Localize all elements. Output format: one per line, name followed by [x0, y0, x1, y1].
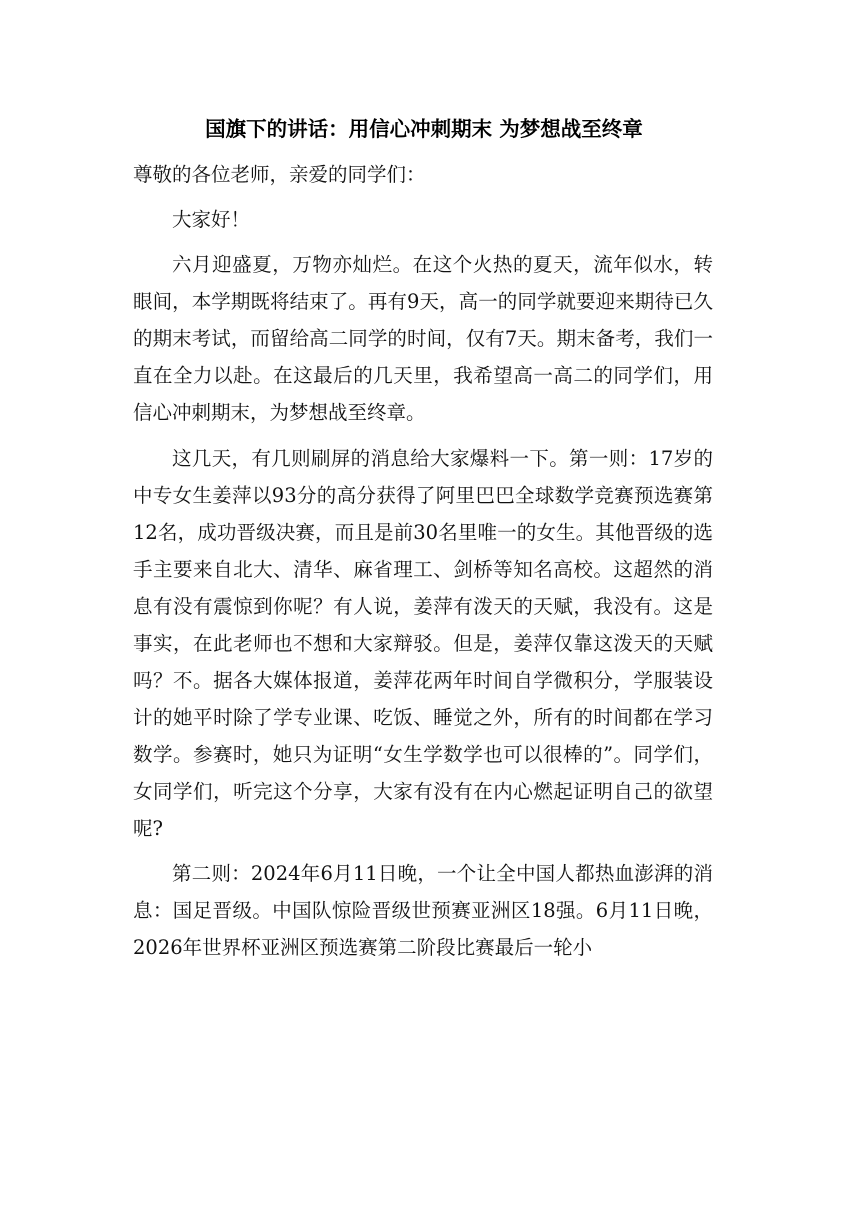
paragraph-intro: 六月迎盛夏，万物亦灿烂。在这个火热的夏天，流年似水，转眼间，本学期既将结束了。再有9天，高一的同学就要迎来期待已久的期末考试，而留给高二同学的时间，仅有7天。期末备考，我们一直在全力以赴。在这最后的几天里，我希望高一高二的同学们，用信心冲刺期末，为梦想战至终章。 [133, 253, 713, 425]
salutation: 尊敬的各位老师，亲爱的同学们： [133, 163, 426, 186]
paragraph-story-one: 这几天，有几则刷屏的消息给大家爆料一下。第一则：17岁的中专女生姜萍以93分的高分获得了阿里巴巴全球数学竞赛预选赛第12名，成功晋级决赛，而且是前30名里唯一的女生。其他晋级的选手主要来自北大、清华、麻省理工、剑桥等知名高校。这超然的消息有没有震惊到你呢？有人说，姜萍有泼天的天赋，我没有。这是事实，在此老师也不想和大家辩驳。但是，姜萍仅靠这泼天的天赋吗？不。据各大媒体报道，姜萍花两年时间自学微积分，学服装设计的她平时除了学专业课、吃饭、睡觉之外，所有的时间都在学习数学。参赛时，她只为证明“女生学数学也可以很棒的”。同学们，女同学们，听完这个分享，大家有没有在内心燃起证明自己的欲望呢? [133, 446, 713, 840]
document-body [133, 156, 713, 974]
paragraph-story-two: 第二则：2024年6月11日晚，一个让全中国人都热血澎湃的消息：国足晋级。中国队惊险晋级世预赛亚洲区18强。6月11日晚，2026年世界杯亚洲区预选赛第二阶段比赛最后一轮小 [133, 861, 713, 959]
paragraph-greeting: 大家好！ [172, 208, 251, 232]
document-title: 国旗下的讲话：用信心冲刺期末 为梦想战至终章 [205, 117, 643, 141]
